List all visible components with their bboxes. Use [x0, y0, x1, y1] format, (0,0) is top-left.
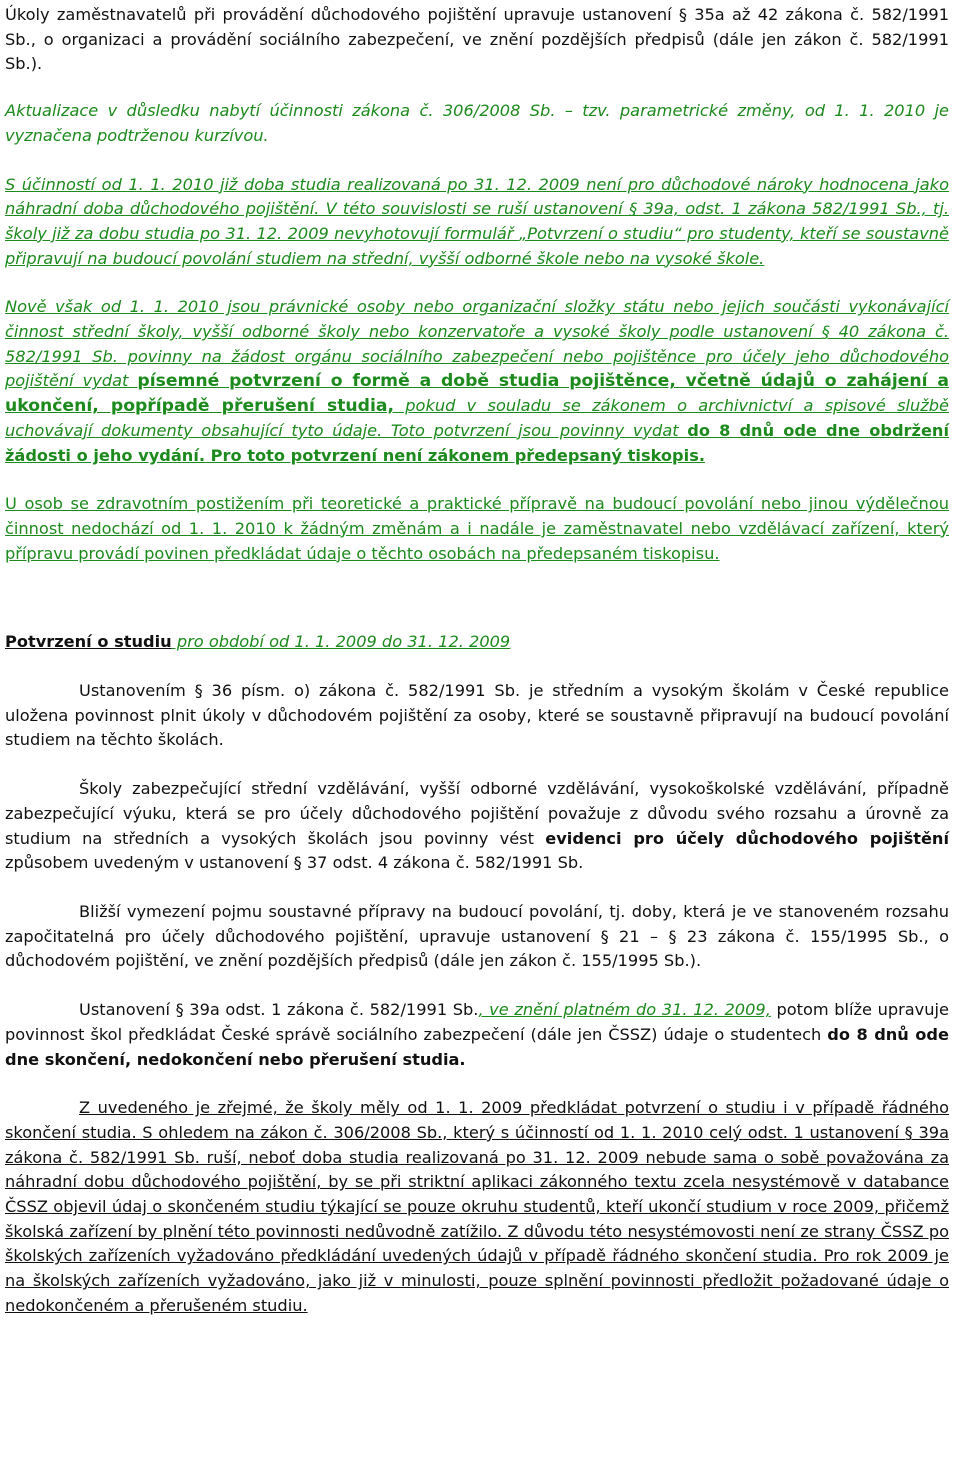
schools-text-b: evidenci pro účely důchodového pojištění: [545, 828, 949, 848]
new-obligation-text-c: pokud v souladu se zákonem o archivnictví a spisové službě uchovávají dokumenty obsahující tyto údaje. Toto potvrzení jsou povinny vydat: [5, 396, 950, 440]
p39a-text-d: do 8 dnů ode dne skončení, nedokončení nebo přerušení studia.: [5, 1024, 949, 1069]
schools-text-a: Školy zabezpečující střední vzdělávání, vyšší odborné vzdělávání, vysokoškolské vzdělávání, případně zabezpečující výuku, která se pro účely důchodového pojištění považuje z důvodu svého rozsahu a úrovně za studium na středních a vysokých školách jsou povinny vést: [5, 779, 949, 848]
document-page: [5, 3, 949, 1319]
study-period-paragraph: [5, 173, 949, 272]
new-obligation-text-a: Nově však od 1. 1. 2010 jsou právnické osoby nebo organizační složky státu nebo jejich součásti vykonávající činnost střední školy, vyšší odborné školy nebo konzervatoře a vysoké školy podle ustanovení § 40 zákona č. 582/1991 Sb. povinny na žádost orgánu sociálního zabezpečení nebo pojištěnce pro účely jeho důchodového pojištění vydat: [5, 297, 949, 391]
new-obligation-text-d: do 8 dnů ode dne obdržení žádosti o jeho vydání. Pro toto potvrzení není zákonem předepsaný tiskopis.: [5, 420, 949, 465]
section-heading-period: pro období od 1. 1. 2009 do 31. 12. 2009: [171, 632, 511, 652]
p39a-text-c: potom blíže upravuje povinnost škol předkládat České správě sociálního zabezpečení (dále jen ČSSZ) údaje o studentech: [5, 1000, 949, 1044]
paragraph-39a: [5, 998, 949, 1072]
disabled-persons-paragraph: U osob se zdravotním postižením při teoretické a praktické přípravě na budoucí povolání nebo jinou výdělečnou činnost nedochází od 1. 1. 2010 k žádným změnám a i nadále je zaměstnavatel nebo vzdělávací zařízení, který přípravu provádí povinen předkládat údaje o těchto osobách na předepsaném tiskopisu.: [5, 494, 949, 563]
paragraph-preparation: Bližší vymezení pojmu soustavné přípravy na budoucí povolání, tj. doby, která je ve stanoveném rozsahu započitatelná pro účely důchodového pojištění, upravuje ustanovení § 21 – § 23 zákona č. 155/1995 Sb., o důchodovém pojištění, ve znění pozdějších předpisů (dále jen zákon č. 155/1995 Sb.).: [5, 901, 949, 971]
section-heading: [5, 630, 949, 655]
update-note: Aktualizace v důsledku nabytí účinnosti zákona č. 306/2008 Sb. – tzv. parametrické změny, od 1. 1. 2010 je vyznačena podtrženou kurzívou.: [5, 101, 949, 145]
study-period-text-b: „Potvrzení o studiu“ pro studenty, kteří se soustavně připravují na budoucí povolání studiem na střední, vyšší odborné škole nebo na vysoké škole.: [5, 223, 950, 268]
paragraph-conclusion: Z uvedeného je zřejmé, že školy měly od 1. 1. 2009 předkládat potvrzení o studiu i v případě řádného skončení studia. S ohledem na zákon č. 306/2008 Sb., který s účinností od 1. 1. 2010 celý odst. 1 ustanovení § 39a zákona č. 582/1991 Sb. ruší, neboť doba studia realizovaná po 31. 12. 2009 nebude sama o sobě považována za náhradní dobu důchodového pojištění, by se při striktní aplikaci zákonného textu zcela nesystémově v databance ČSSZ objevil údaj o skončeném studiu týkající se pouze okruhu studentů, kteří ukončí studium v roce 2009, přičemž školská zařízení by plnění této povinnosti nedůvodně zatížilo. Z důvodu této nesystémovosti není ze strany ČSSZ po školských zařízeních vyžadováno předkládání uvedených údajů v případě řádného skončení studia. Pro rok 2009 je na školských zařízeních vyžadováno, jako již v minulosti, pouze splnění povinnosti předložit požadované údaje o nedokončeném a přerušeném studiu.: [5, 1098, 949, 1315]
p39a-text-a: Ustanovení § 39a odst. 1 zákona č. 582/1991 Sb.: [79, 1000, 479, 1020]
paragraph-schools: [5, 777, 949, 876]
intro-paragraph: Úkoly zaměstnavatelů při provádění důchodového pojištění upravuje ustanovení § 35a až 42 zákona č. 582/1991 Sb., o organizaci a provádění sociálního zabezpečení, ve znění pozdějších předpisů (dále jen zákon č. 582/1991 Sb.).: [5, 5, 949, 74]
section-heading-title: Potvrzení o studiu: [5, 632, 172, 652]
paragraph-36: Ustanovením § 36 písm. o) zákona č. 582/1991 Sb. je středním a vysokým školám v České republice uložena povinnost plnit úkoly v důchodovém pojištění za osoby, které se soustavně připravují na budoucí povolání studiem na těchto školách.: [5, 681, 949, 750]
schools-text-c: způsobem uvedeným v ustanovení § 37 odst. 4 zákona č. 582/1991 Sb.: [5, 853, 584, 873]
p39a-text-b: , ve znění platném do 31. 12. 2009,: [478, 1000, 771, 1020]
new-obligation-text-b: písemné potvrzení o formě a době studia pojištěnce, včetně údajů o zahájení a ukončení, popřípadě přerušení studia,: [5, 371, 949, 417]
new-obligation-paragraph: [5, 295, 949, 468]
study-period-text-a: S účinností od 1. 1. 2010 již doba studia realizovaná po 31. 12. 2009 není pro důchodové nároky hodnocena jako náhradní doba důchodového pojištění. V této souvislosti se ruší ustanovení § 39a, odst. 1 zákona 582/1991 Sb., tj. školy již za dobu studia po 31. 12. 2009 nevyhotovují formulář: [5, 174, 949, 243]
